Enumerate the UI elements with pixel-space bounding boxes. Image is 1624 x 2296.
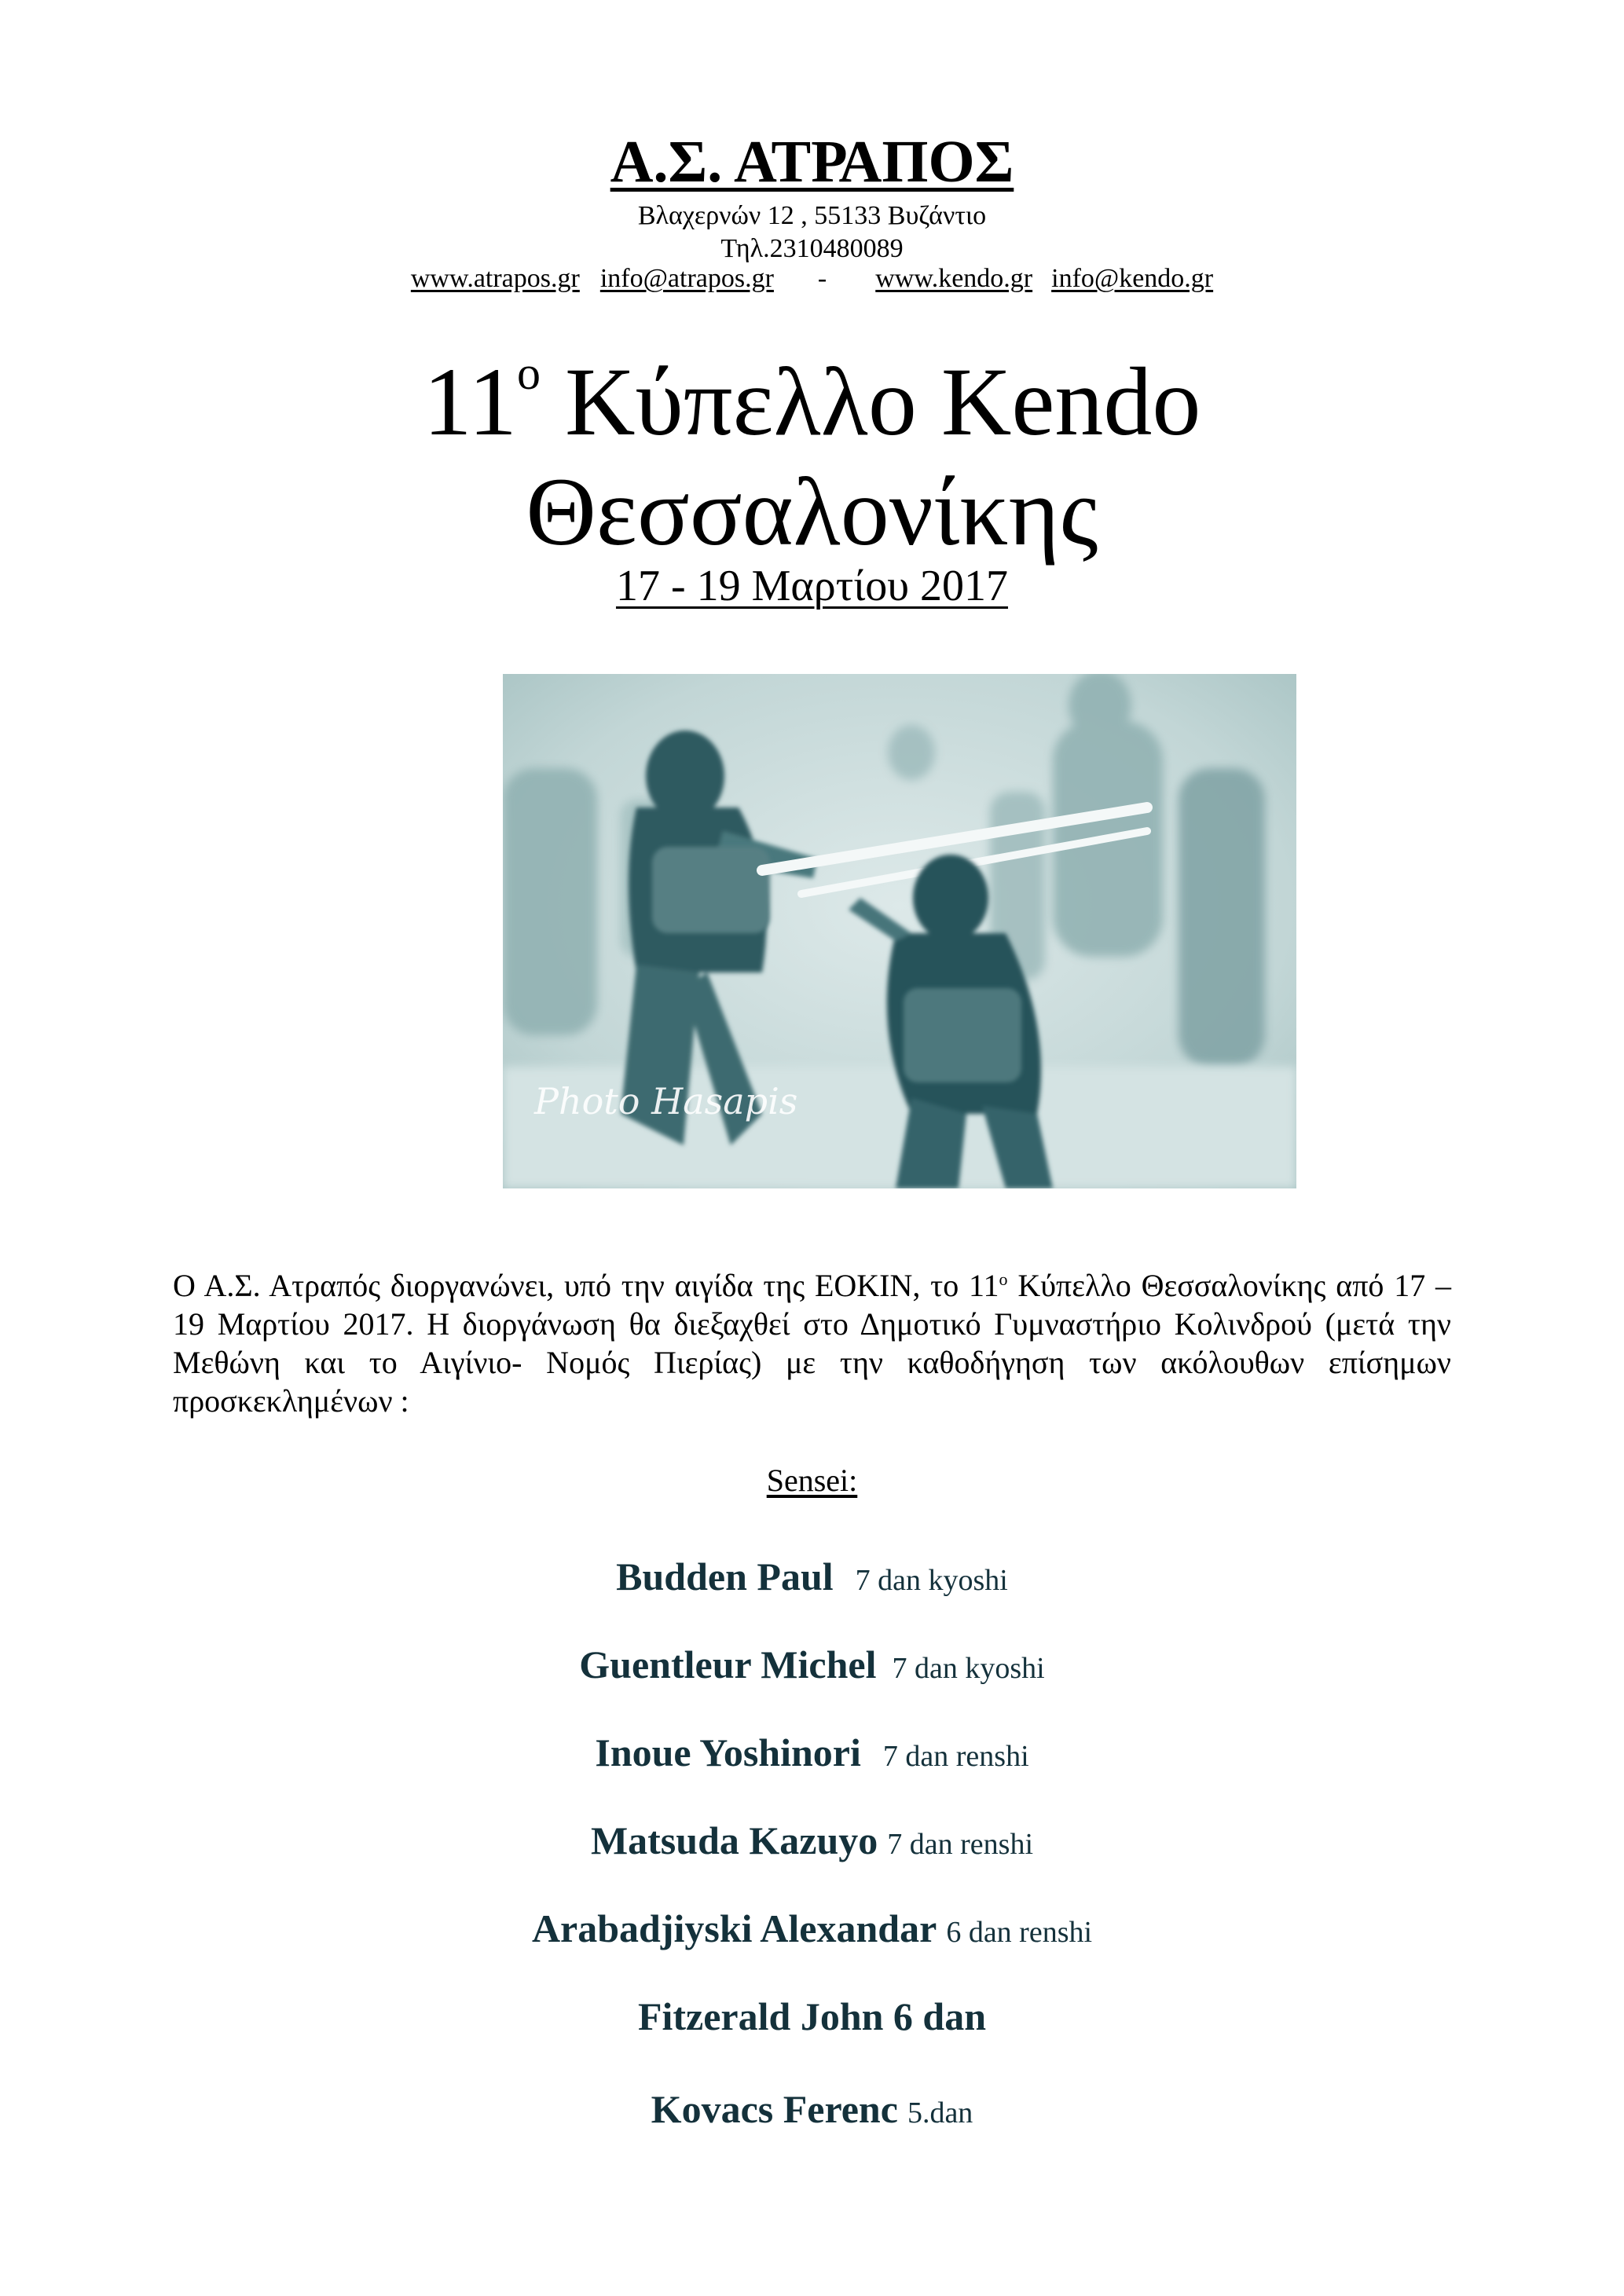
link-kendo-email[interactable]: info@kendo.gr bbox=[1051, 264, 1214, 293]
sensei-item: Fitzerald John 6 dan bbox=[637, 1994, 987, 2038]
event-title-line2: Θεσσαλονίκης bbox=[526, 458, 1098, 566]
link-atrapos-site[interactable]: www.atrapos.gr bbox=[410, 264, 580, 293]
intro-paragraph: Ο Α.Σ. Ατραπός διοργανώνει, υπό την αιγίδα της ΕΟΚΙΝ, το $11^o$ Κύπελλο Θεσσαλονίκης από 17 – 19 Μαρτίου 2017. Η διοργάνωση θα διεξαχθεί στο Δημοτικό Γυμναστήριο Κολινδρού (μετά την Μεθώνη και το Αιγίνιο- Νομός Πιερίας) με την καθοδήγηση των ακόλουθων επίσημων προσκεκλημένων : bbox=[173, 1268, 1451, 1419]
sensei-item: Arabadjiyski Alexandar 6 dan renshi bbox=[531, 1906, 1093, 1950]
photo-watermark: Photo Hasapis bbox=[534, 1080, 798, 1122]
org-name: Α.Σ. ΑΤΡΑΠΟΣ bbox=[610, 129, 1014, 195]
link-atrapos-email[interactable]: info@atrapos.gr bbox=[599, 264, 774, 293]
event-title-line1: $11^o$ Κύπελλο Kendo bbox=[423, 347, 1201, 456]
kendo-photo bbox=[503, 674, 1296, 1188]
links-separator: - bbox=[817, 264, 827, 293]
sensei-item: Budden Paul 7 dan kyoshi bbox=[616, 1554, 1008, 1598]
sensei-item: Guentleur Michel 7 dan kyoshi bbox=[579, 1642, 1045, 1686]
sensei-heading: Sensei: bbox=[766, 1463, 858, 1498]
org-links bbox=[0, 265, 1624, 292]
event-dates: 17 - 19 Μαρτίου 2017 bbox=[615, 562, 1009, 610]
sensei-item: Matsuda Kazuyo 7 dan renshi bbox=[590, 1818, 1034, 1862]
org-address: Βλαχερνών 12 , 55133 Βυζάντιο bbox=[637, 201, 987, 230]
title-superscript: ο bbox=[516, 347, 541, 399]
sensei-item: Kovacs Ferenc 5.dan bbox=[651, 2087, 973, 2131]
link-kendo-site[interactable]: www.kendo.gr bbox=[875, 264, 1033, 293]
org-phone: Τηλ.2310480089 bbox=[720, 234, 904, 263]
sensei-item: Inoue Yoshinori 7 dan renshi bbox=[595, 1730, 1029, 1774]
